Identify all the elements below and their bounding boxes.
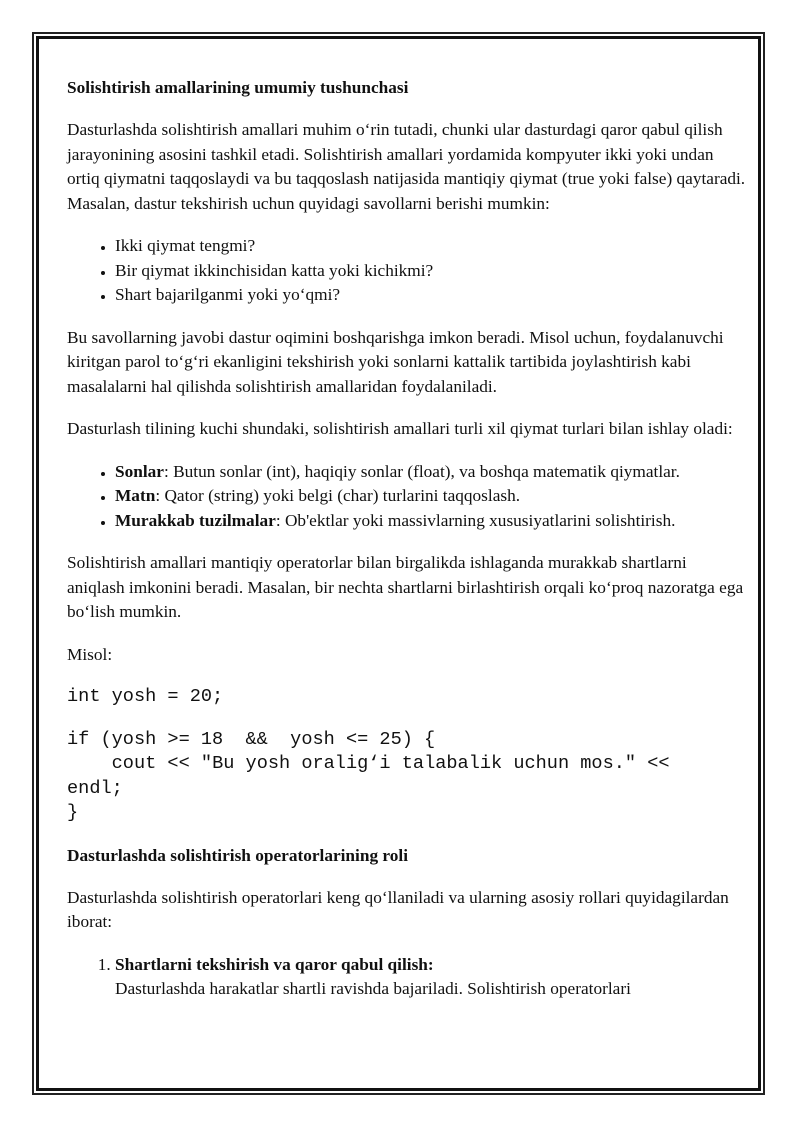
- paragraph-logical-operators: Solishtirish amallari mantiqiy operatorlar bilan birgalikda ishlaganda murakkab shartlarni aniqlash imkonini beradi. Masalan, bir nechta shartlarni birlashtirish orqali ko‘proq nazoratga ega bo‘lish mumkin.: [67, 553, 744, 621]
- code-line: int yosh = 20;: [67, 686, 224, 707]
- section-heading-comparison-concept: Solishtirish amallarining umumiy tushunchasi: [67, 78, 409, 97]
- list-item-text: : Qator (string) yoki belgi (char) turlarini taqqoslash.: [155, 486, 521, 505]
- list-item: [115, 509, 747, 534]
- list-item-text: : Ob'ektlar yoki massivlarning xususiyatlarini solishtirish.: [275, 510, 676, 530]
- code-line: endl;: [67, 777, 123, 799]
- list-item: • Ikki qiymat tengmi?: [115, 234, 747, 259]
- list-item-text: Dasturlashda harakatlar shartli ravishda bajariladi. Solishtirish operatorlari: [115, 979, 631, 998]
- list-item: [115, 484, 747, 509]
- list-item-term: Murakkab tuzilmalar: [115, 510, 276, 530]
- paragraph-value-types: Dasturlash tilining kuchi shundaki, solishtirish amallari turli xil qiymat turlari bilan ishlay oladi:: [67, 419, 733, 438]
- list-item-term: Shartlarni tekshirish va qaror qabul qilish:: [115, 954, 434, 974]
- code-line: }: [67, 802, 79, 823]
- list-item-term: Matn: [115, 486, 156, 505]
- roles-list: [67, 953, 747, 1002]
- list-item-text: : Butun sonlar (int), haqiqiy sonlar (float), va boshqa matematik qiymatlar.: [163, 461, 680, 481]
- document-body: [67, 72, 747, 1020]
- code-line: if (yosh >= 18 && yosh <= 25) {: [67, 728, 436, 750]
- list-item: [115, 953, 747, 1002]
- list-item: • Shart bajarilganmi yoki yo‘qmi?: [115, 283, 747, 308]
- list-item: [115, 460, 747, 485]
- value-type-list: [67, 460, 747, 534]
- paragraph-operators-usage: Dasturlashda solishtirish operatorlari keng qo‘llaniladi va ularning asosiy rollari quyidagilardan iborat:: [67, 887, 729, 931]
- question-list: [67, 234, 747, 308]
- list-item-term: Sonlar: [115, 461, 164, 481]
- code-block-declaration: [67, 685, 747, 710]
- section-heading-operators-role: Dasturlashda solishtirish operatorlarining roli: [67, 845, 409, 865]
- list-item: • Bir qiymat ikkinchisidan katta yoki kichikmi?: [115, 259, 747, 284]
- paragraph-intro: Dasturlashda solishtirish amallari muhim o‘rin tutadi, chunki ular dasturdagi qaror qabul qilish jarayonining asosini tashkil etadi. Solishtirish amallari yordamida kompyuter ikki yoki undan ortiq qiymatni taqqoslaydi va bu taqqoslash natijasida mantiqiy qiymat (true yoki false) qaytaradi. Masalan, dastur tekshirish uchun quyidagi savollarni berishi mumkin:: [67, 120, 746, 213]
- code-line: cout << "Bu yosh oralig‘i talabalik uchun mos." <<: [67, 753, 670, 774]
- example-label: Misol:: [67, 644, 113, 664]
- paragraph-flow-control: Bu savollarning javobi dastur oqimini boshqarishga imkon beradi. Misol uchun, foydalanuvchi kiritgan parol to‘g‘ri ekanligini tekshirish yoki sonlarni kattalik tartibida joylashtirish kabi masalalarni hal qilishda solishtirish amallaridan foydalaniladi.: [67, 327, 724, 396]
- code-block-condition: [67, 728, 747, 826]
